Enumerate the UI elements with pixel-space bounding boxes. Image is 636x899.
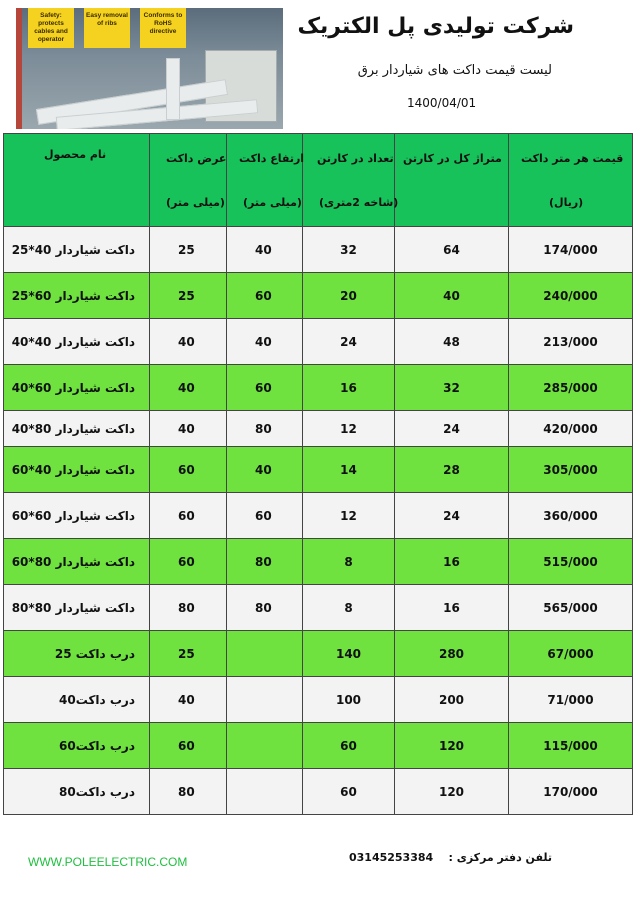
table-row	[4, 585, 633, 631]
row-price: 240/000	[509, 273, 633, 319]
banner-tag-rohs: Conforms to RoHS directive	[140, 8, 186, 48]
row-quantity: 24	[303, 319, 395, 365]
row-height: 80	[227, 585, 303, 631]
row-price: 515/000	[509, 539, 633, 585]
row-price: 71/000	[509, 677, 633, 723]
row-price: 67/000	[509, 631, 633, 677]
row-width: 60	[150, 723, 227, 769]
row-quantity: 20	[303, 273, 395, 319]
table-row	[4, 411, 633, 447]
office-phone-label: تلفن دفتر مرکزی :	[448, 851, 552, 864]
row-width: 80	[150, 769, 227, 815]
row-product-name: داکت شیاردار 60*40	[4, 365, 150, 411]
row-quantity: 8	[303, 585, 395, 631]
header-product-name: نام محصول	[4, 134, 150, 227]
row-width: 40	[150, 365, 227, 411]
row-height	[227, 723, 303, 769]
row-width: 25	[150, 631, 227, 677]
table-row	[4, 631, 633, 677]
table-row	[4, 493, 633, 539]
row-product-name: داکت شیاردار 40*60	[4, 447, 150, 493]
row-width: 60	[150, 493, 227, 539]
row-product-name: درب داکت40	[4, 677, 150, 723]
row-total-meters: 16	[395, 539, 509, 585]
row-width: 40	[150, 677, 227, 723]
row-total-meters: 24	[395, 493, 509, 539]
row-product-name: درب داکت 25	[4, 631, 150, 677]
company-title: شرکت تولیدی پل الکتریک	[297, 14, 574, 39]
banner-duct-graphic	[166, 58, 180, 120]
table-row	[4, 319, 633, 365]
banner-tag-safety: Safety: protects cables and operator	[28, 8, 74, 48]
table-header-row	[4, 134, 633, 227]
row-price: 170/000	[509, 769, 633, 815]
row-quantity: 60	[303, 723, 395, 769]
row-price: 115/000	[509, 723, 633, 769]
table-row	[4, 539, 633, 585]
row-quantity: 100	[303, 677, 395, 723]
table-row	[4, 723, 633, 769]
row-quantity: 60	[303, 769, 395, 815]
row-price: 360/000	[509, 493, 633, 539]
office-phone-number: 03145253384	[348, 851, 434, 864]
banner-tag-easy-removal: Easy removal of ribs	[84, 8, 130, 48]
row-total-meters: 120	[395, 723, 509, 769]
row-width: 40	[150, 411, 227, 447]
row-total-meters: 48	[395, 319, 509, 365]
row-height	[227, 631, 303, 677]
row-product-name: داکت شیاردار 80*40	[4, 411, 150, 447]
header-price-per-meter: قیمت هر متر داکت (ریال)	[509, 134, 633, 227]
row-quantity: 14	[303, 447, 395, 493]
table-row	[4, 365, 633, 411]
table-row	[4, 677, 633, 723]
row-quantity: 12	[303, 493, 395, 539]
row-product-name: داکت شیاردار 80*60	[4, 539, 150, 585]
row-price: 285/000	[509, 365, 633, 411]
row-height: 40	[227, 227, 303, 273]
row-price: 420/000	[509, 411, 633, 447]
row-product-name: داکت شیاردار 60*60	[4, 493, 150, 539]
row-total-meters: 16	[395, 585, 509, 631]
row-price: 305/000	[509, 447, 633, 493]
row-price: 565/000	[509, 585, 633, 631]
row-price: 213/000	[509, 319, 633, 365]
product-banner-image	[16, 8, 283, 129]
row-product-name: داکت شیاردار 60*25	[4, 273, 150, 319]
row-total-meters: 280	[395, 631, 509, 677]
row-total-meters: 24	[395, 411, 509, 447]
row-product-name: درب داکت60	[4, 723, 150, 769]
row-total-meters: 120	[395, 769, 509, 815]
company-website: WWW.POLEELECTRIC.COM	[28, 855, 188, 869]
table-row	[4, 769, 633, 815]
price-list-subtitle: لیست قیمت داکت های شیاردار برق	[357, 63, 552, 78]
row-total-meters: 200	[395, 677, 509, 723]
header-quantity: تعداد در کارتن (شاخه 2متری)	[303, 134, 395, 227]
row-quantity: 8	[303, 539, 395, 585]
row-product-name: داکت شیاردار 40*25	[4, 227, 150, 273]
row-price: 174/000	[509, 227, 633, 273]
row-width: 60	[150, 447, 227, 493]
row-width: 25	[150, 227, 227, 273]
row-total-meters: 28	[395, 447, 509, 493]
row-width: 40	[150, 319, 227, 365]
row-quantity: 32	[303, 227, 395, 273]
row-quantity: 140	[303, 631, 395, 677]
header-total-meters: متراژ کل در کارتن	[395, 134, 509, 227]
table-row	[4, 227, 633, 273]
row-width: 80	[150, 585, 227, 631]
row-product-name: داکت شیاردار 80*80	[4, 585, 150, 631]
row-height: 40	[227, 319, 303, 365]
row-height	[227, 677, 303, 723]
office-phone	[349, 851, 552, 864]
row-height: 60	[227, 365, 303, 411]
row-height: 40	[227, 447, 303, 493]
banner-red-frame	[16, 8, 22, 129]
row-height: 80	[227, 539, 303, 585]
row-product-name: داکت شیاردار 40*40	[4, 319, 150, 365]
row-height: 60	[227, 273, 303, 319]
row-quantity: 12	[303, 411, 395, 447]
table-row	[4, 447, 633, 493]
header-width: عرض داکت (میلی متر)	[150, 134, 227, 227]
row-total-meters: 32	[395, 365, 509, 411]
row-total-meters: 64	[395, 227, 509, 273]
row-quantity: 16	[303, 365, 395, 411]
price-list-date: 1400/04/01	[407, 96, 477, 110]
row-width: 25	[150, 273, 227, 319]
row-product-name: درب داکت80	[4, 769, 150, 815]
row-height: 60	[227, 493, 303, 539]
row-height	[227, 769, 303, 815]
row-height: 80	[227, 411, 303, 447]
row-total-meters: 40	[395, 273, 509, 319]
price-table	[3, 133, 633, 815]
header-height: ارتفاع داکت (میلی متر)	[227, 134, 303, 227]
table-row	[4, 273, 633, 319]
row-width: 60	[150, 539, 227, 585]
